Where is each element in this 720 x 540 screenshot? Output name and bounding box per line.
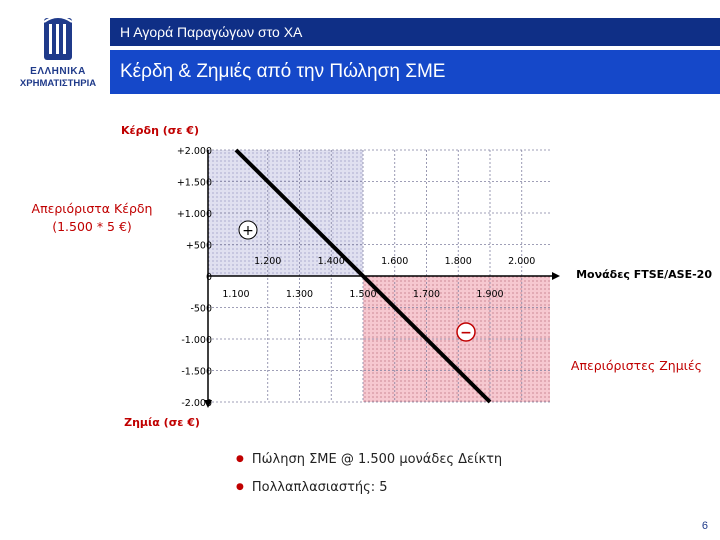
x-tick-label: 1.200 bbox=[254, 256, 282, 267]
logo-line1: ΕΛΛΗΝΙΚΑ bbox=[30, 66, 86, 77]
y-tick-label: -500 bbox=[190, 303, 212, 315]
y-tick-label: 0 bbox=[205, 272, 212, 283]
y-tick-label: +2.000 bbox=[176, 146, 212, 157]
y-tick-label: +500 bbox=[185, 240, 212, 252]
annotation-profit: Απεριόριστα Κέρδη bbox=[31, 201, 153, 216]
y-tick-label: -1.500 bbox=[181, 366, 212, 378]
x-axis-arrow-icon bbox=[552, 272, 560, 280]
x-tick-label: 1.700 bbox=[412, 289, 441, 300]
logo-line2: ΧΡΗΜΑΤΙΣΤΗΡΙΑ bbox=[19, 78, 97, 89]
y-axis-title-top: Κέρδη (σε €) bbox=[121, 124, 199, 137]
y-tick-label: +1.000 bbox=[176, 209, 212, 220]
x-tick-label: 1.600 bbox=[381, 256, 409, 267]
bullet-dot-icon: ● bbox=[236, 454, 244, 464]
y-tick-label: -1.000 bbox=[181, 335, 212, 346]
x-tick-label: 2.000 bbox=[508, 256, 536, 267]
x-tick-label: 1.500 bbox=[349, 289, 377, 300]
x-axis-title: Μονάδες FTSE/ASE-20 bbox=[576, 268, 712, 281]
x-tick-label: 1.900 bbox=[476, 289, 504, 300]
minus-symbol: − bbox=[460, 325, 472, 341]
bullet-dot-icon: ● bbox=[236, 482, 244, 492]
x-tick-label: 1.300 bbox=[285, 289, 314, 300]
header-title: Κέρδη & Ζημιές από την Πώληση ΣΜΕ bbox=[110, 50, 720, 94]
annotation-profit: (1.500 * 5 €) bbox=[52, 219, 132, 234]
x-tick-label: 1.100 bbox=[222, 289, 250, 300]
annotation-loss: Απεριόριστες Ζημιές bbox=[570, 358, 702, 373]
bullet-text: Πολλαπλασιαστής: 5 bbox=[251, 480, 388, 495]
bullet-text: Πώληση ΣΜΕ @ 1.500 μονάδες Δείκτη bbox=[251, 452, 503, 467]
y-tick-label: -2.000 bbox=[181, 398, 212, 409]
bullet-list bbox=[236, 452, 502, 508]
x-tick-label: 1.400 bbox=[317, 256, 345, 267]
y-axis-title-bottom: Ζημία (σε €) bbox=[124, 416, 200, 429]
y-tick-label: +1.500 bbox=[176, 177, 212, 189]
header-subtitle: Η Αγορά Παραγώγων στο ΧΑ bbox=[110, 18, 720, 46]
bullet-item bbox=[236, 480, 502, 508]
bullet-item bbox=[236, 452, 502, 480]
plus-symbol: + bbox=[242, 223, 254, 239]
page-number: 6 bbox=[701, 520, 708, 532]
x-tick-label: 1.800 bbox=[444, 256, 472, 267]
